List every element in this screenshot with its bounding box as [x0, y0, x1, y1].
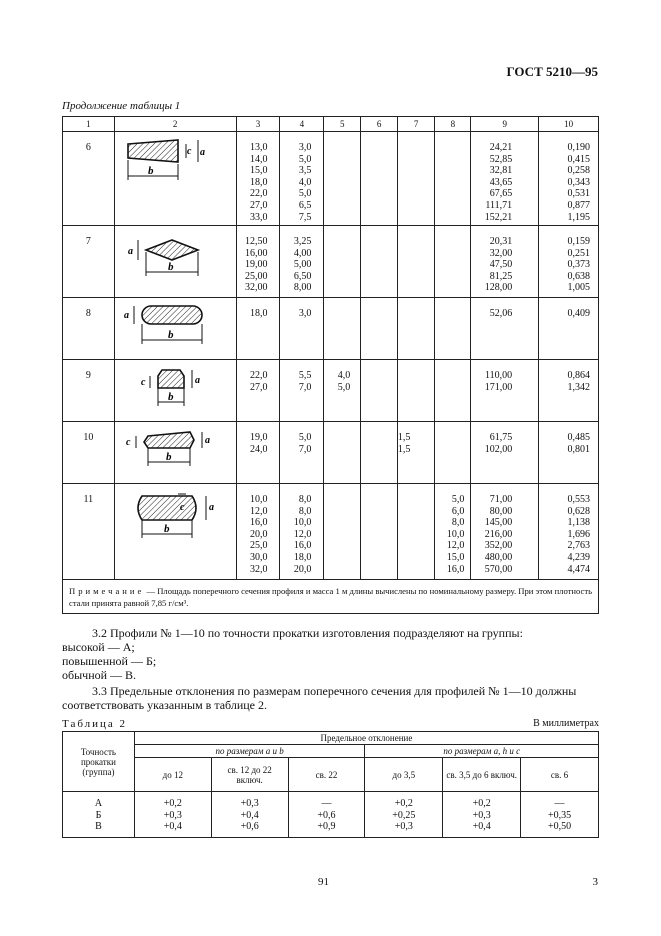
- value: 81,25: [489, 270, 513, 282]
- table-2: [62, 731, 599, 838]
- value: 0,415: [567, 153, 590, 165]
- profile-number-text: 8: [85, 308, 91, 319]
- dim-b: b: [166, 451, 172, 463]
- value: 20,0: [293, 563, 312, 575]
- value-cell: [539, 422, 599, 484]
- deviation-value: +0,3: [240, 798, 259, 809]
- value-cell: [539, 226, 599, 298]
- value-cell: [361, 298, 398, 360]
- value: 12,0: [446, 540, 465, 552]
- profile-number: [63, 226, 115, 298]
- value-cell: [288, 792, 365, 838]
- value: 128,00: [484, 282, 513, 294]
- col-header: 9: [471, 117, 539, 132]
- group-high: высокой — А;: [62, 640, 135, 654]
- value: 80,00: [489, 505, 513, 517]
- value: 352,00: [484, 540, 513, 552]
- dim-b: b: [168, 391, 174, 403]
- col-header: 5: [324, 117, 361, 132]
- value: 47,50: [489, 259, 513, 271]
- table-2-header-row: [63, 745, 599, 758]
- value: 1,5: [397, 443, 411, 455]
- value: 5,5: [298, 370, 312, 381]
- value: 0,343: [567, 176, 590, 188]
- value: 5,00: [293, 259, 312, 271]
- value: 0,159: [567, 236, 590, 247]
- value: 1,5: [397, 432, 411, 443]
- value: 5,0: [451, 494, 465, 505]
- deviation-value: —: [554, 798, 565, 809]
- value: 22,0: [249, 370, 268, 381]
- subheader: св. 12 до 22 включ.: [211, 758, 288, 792]
- dim-a: a: [205, 435, 211, 446]
- subheader: св. 22: [288, 758, 365, 792]
- value: 4,0: [337, 370, 351, 381]
- col-header: 10: [539, 117, 599, 132]
- value: 27,0: [249, 199, 268, 211]
- value: 25,0: [249, 540, 268, 552]
- col-header: 7: [397, 117, 435, 132]
- col-header: 6: [361, 117, 398, 132]
- deviation-value: +0,2: [394, 798, 413, 809]
- value-cell: [397, 360, 435, 422]
- value: 4,0: [298, 176, 312, 188]
- dim-a: a: [128, 246, 134, 257]
- value: 16,00: [244, 247, 268, 259]
- value-cell: [397, 226, 435, 298]
- profile-drawing-cell: [114, 132, 236, 226]
- value: 8,0: [451, 517, 465, 529]
- dim-b: b: [148, 165, 154, 177]
- table-row: [63, 132, 599, 226]
- value-cell: [361, 132, 398, 226]
- dim-a: a: [200, 147, 206, 158]
- value-cell: [280, 484, 324, 580]
- value-cell: [236, 360, 280, 422]
- table-row: [63, 484, 599, 580]
- paragraph-3-2: 3.2 Профили № 1—10 по точности прокатки изготовления подразделяют на группы:: [92, 626, 523, 640]
- table-2-units: В миллиметрах: [533, 718, 599, 729]
- value: 1,696: [567, 528, 590, 540]
- profile-number-text: 7: [85, 236, 91, 247]
- profile-8-drawing: [120, 304, 230, 356]
- deviation-value: +0,25: [392, 809, 416, 821]
- value-cell: [324, 132, 361, 226]
- value: 6,50: [293, 270, 312, 282]
- dim-c: c: [126, 437, 131, 448]
- value-cell: [471, 132, 539, 226]
- value: 5,0: [337, 381, 351, 393]
- note-label: Примечание: [69, 586, 145, 596]
- value-cell: [435, 484, 471, 580]
- value: 0,864: [567, 370, 590, 381]
- profile-number-text: 11: [83, 494, 94, 505]
- value-cell: [397, 132, 435, 226]
- table-2-header-row: [63, 732, 599, 745]
- precision-group: Б: [95, 809, 102, 821]
- value: 12,0: [249, 505, 268, 517]
- value: 0,409: [567, 308, 590, 319]
- dim-c: c: [187, 146, 192, 157]
- value: 19,0: [249, 432, 268, 443]
- profile-number: [63, 132, 115, 226]
- value-cell: [443, 792, 521, 838]
- value-cell: [435, 298, 471, 360]
- dim-b: b: [168, 261, 174, 273]
- value-cell: [324, 226, 361, 298]
- value: 0,531: [567, 188, 590, 200]
- value: 2,763: [567, 540, 590, 552]
- value: 0,628: [567, 505, 590, 517]
- value: 0,877: [567, 199, 590, 211]
- value-cell: [324, 360, 361, 422]
- value-cell: [280, 226, 324, 298]
- value: 8,00: [293, 282, 312, 294]
- group-cell: [63, 792, 135, 838]
- value-cell: [471, 422, 539, 484]
- value: 0,258: [567, 165, 590, 177]
- value: 111,71: [485, 199, 513, 211]
- value: 24,21: [489, 142, 513, 153]
- profile-number: [63, 422, 115, 484]
- value: 30,0: [249, 551, 268, 563]
- value-cell: [521, 792, 599, 838]
- value-cell: [539, 298, 599, 360]
- value: 52,85: [489, 153, 513, 165]
- value: 8,0: [298, 494, 312, 505]
- dim-b: b: [164, 523, 170, 535]
- value: 16,0: [293, 540, 312, 552]
- value-cell: [236, 422, 280, 484]
- deviation-value: +0,4: [163, 821, 182, 832]
- dim-c: c: [180, 502, 185, 513]
- profile-9-drawing: [120, 366, 230, 418]
- value-cell: [397, 298, 435, 360]
- value: 5,0: [298, 432, 312, 443]
- value: 3,25: [293, 236, 312, 247]
- profile-number-text: 10: [83, 432, 94, 443]
- table-note: [63, 580, 599, 614]
- value: 570,00: [484, 563, 513, 575]
- value: 22,0: [249, 188, 268, 200]
- value: 4,00: [293, 247, 312, 259]
- value-cell: [539, 360, 599, 422]
- table-row: [63, 298, 599, 360]
- value: 19,00: [244, 259, 268, 271]
- value: 27,0: [249, 381, 268, 393]
- deviation-value: +0,3: [394, 821, 413, 832]
- value: 71,00: [489, 494, 513, 505]
- precision-group: А: [94, 798, 103, 809]
- deviation-value: +0,4: [472, 821, 491, 832]
- dim-c: c: [141, 377, 146, 388]
- value: 32,81: [489, 165, 513, 177]
- value-cell: [361, 484, 398, 580]
- profile-number-text: 9: [85, 370, 91, 381]
- value-cell: [361, 226, 398, 298]
- dim-a: a: [124, 310, 130, 321]
- value-cell: [397, 484, 435, 580]
- value-cell: [324, 484, 361, 580]
- value: 3,0: [298, 308, 312, 319]
- value: 16,0: [249, 517, 268, 529]
- value-cell: [280, 298, 324, 360]
- profile-number: [63, 298, 115, 360]
- value: 43,65: [489, 176, 513, 188]
- dim-a: a: [209, 502, 215, 513]
- profile-number: [63, 360, 115, 422]
- value-cell: [280, 360, 324, 422]
- value: 24,0: [249, 443, 268, 455]
- table-1-note-row: [63, 580, 599, 614]
- value: 12,50: [244, 236, 268, 247]
- col-header: 1: [63, 117, 115, 132]
- value: 6,0: [451, 505, 465, 517]
- value-cell: [324, 422, 361, 484]
- subheader: до 12: [134, 758, 211, 792]
- page-number: 91: [318, 876, 329, 888]
- profile-drawing-cell: [114, 484, 236, 580]
- value: 5,0: [298, 153, 312, 165]
- value: 0,638: [567, 270, 590, 282]
- value: 20,31: [489, 236, 513, 247]
- col-header: 4: [280, 117, 324, 132]
- value: 6,5: [298, 199, 312, 211]
- header-by-a-b: по размерам a и b: [134, 745, 365, 758]
- table-2-subheader-row: [63, 758, 599, 792]
- value-cell: [236, 132, 280, 226]
- value: 0,801: [567, 443, 590, 455]
- deviation-value: +0,9: [317, 821, 336, 832]
- header-by-a-h-c: по размерам a, h и c: [365, 745, 599, 758]
- value-cell: [471, 226, 539, 298]
- profile-number: [63, 484, 115, 580]
- deviation-value: +0,50: [547, 821, 572, 832]
- value: 0,373: [567, 259, 590, 271]
- profile-number-text: 6: [85, 142, 91, 153]
- deviation-value: +0,3: [163, 809, 182, 821]
- value: 171,00: [484, 381, 513, 393]
- value-cell: [539, 132, 599, 226]
- group-normal: обычной — В.: [62, 668, 137, 682]
- value: 0,251: [567, 247, 590, 259]
- header-precision: Точность прокатки (группа): [63, 732, 135, 792]
- value: 61,75: [489, 432, 513, 443]
- value: 13,0: [249, 142, 268, 153]
- subheader: св. 6: [521, 758, 599, 792]
- value: 18,0: [249, 176, 268, 188]
- value: 16,0: [446, 563, 465, 575]
- header-limit-deviation: Предельное отклонение: [134, 732, 598, 745]
- value: 10,0: [293, 517, 312, 529]
- value: 8,0: [298, 505, 312, 517]
- paragraph-3-3-line-2: соответствовать указанным в таблице 2.: [62, 698, 268, 712]
- value: 33,0: [249, 211, 268, 223]
- value: 15,0: [249, 165, 268, 177]
- value-cell: [280, 422, 324, 484]
- group-raised: повышенной — Б;: [62, 654, 157, 668]
- value: 480,00: [484, 551, 513, 563]
- value-cell: [435, 422, 471, 484]
- value: 20,0: [249, 528, 268, 540]
- value: 102,00: [484, 443, 513, 455]
- deviation-value: +0,4: [240, 809, 259, 821]
- value: 3,0: [298, 142, 312, 153]
- deviation-value: +0,2: [472, 798, 491, 809]
- value-cell: [365, 792, 443, 838]
- value: 152,21: [484, 211, 513, 223]
- deviation-value: +0,6: [240, 821, 259, 832]
- subheader: св. 3,5 до 6 включ.: [443, 758, 521, 792]
- value: 0,190: [567, 142, 590, 153]
- deviation-value: +0,2: [163, 798, 182, 809]
- value: 1,005: [567, 282, 590, 294]
- profile-7-drawing: [120, 232, 230, 284]
- value: 15,0: [446, 551, 465, 563]
- value-cell: [361, 422, 398, 484]
- value: 0,485: [567, 432, 590, 443]
- value: 32,00: [489, 247, 513, 259]
- value: 0,553: [567, 494, 590, 505]
- value: 10,0: [446, 528, 465, 540]
- value-cell: [236, 298, 280, 360]
- paragraph-3-3-line-1: 3.3 Предельные отклонения по размерам поперечного сечения для профилей № 1—10 должны: [92, 684, 577, 698]
- profile-drawing-cell: [114, 422, 236, 484]
- value: 7,5: [298, 211, 312, 223]
- value: 32,0: [249, 563, 268, 575]
- value: 18,0: [249, 308, 268, 319]
- profile-drawing-cell: [114, 226, 236, 298]
- value-cell: [361, 360, 398, 422]
- col-header: 2: [114, 117, 236, 132]
- value-cell: [435, 360, 471, 422]
- table-1: [62, 116, 599, 614]
- table-1-header-row: [63, 117, 599, 132]
- value-cell: [471, 360, 539, 422]
- value-cell: [236, 484, 280, 580]
- value: 4,474: [567, 563, 590, 575]
- value-cell: [324, 298, 361, 360]
- table-2-body-row: [63, 792, 599, 838]
- value-cell: [280, 132, 324, 226]
- value: 32,00: [244, 282, 268, 294]
- deviation-value: +0,6: [317, 809, 336, 821]
- value-cell: [539, 484, 599, 580]
- value-cell: [236, 226, 280, 298]
- profile-drawing-cell: [114, 298, 236, 360]
- value-cell: [435, 132, 471, 226]
- value: 10,0: [249, 494, 268, 505]
- profile-drawing-cell: [114, 360, 236, 422]
- deviation-value: +0,3: [472, 809, 491, 821]
- value: 1,195: [567, 211, 590, 223]
- col-header: 8: [435, 117, 471, 132]
- value-cell: [397, 422, 435, 484]
- sheet-number: 3: [592, 876, 598, 888]
- subheader: до 3,5: [365, 758, 443, 792]
- deviation-value: +0,35: [547, 809, 572, 821]
- value-cell: [435, 226, 471, 298]
- value: 1,138: [567, 517, 590, 529]
- deviation-value: —: [321, 798, 332, 809]
- value-cell: [471, 298, 539, 360]
- value: 1,342: [567, 381, 590, 393]
- value: 3,5: [298, 165, 312, 177]
- value: 12,0: [293, 528, 312, 540]
- value: 216,00: [484, 528, 513, 540]
- value: 4,239: [567, 551, 590, 563]
- table-continuation-label: Продолжение таблицы 1: [62, 100, 181, 112]
- table-row: [63, 422, 599, 484]
- value: 52,06: [489, 308, 513, 319]
- standard-designation: ГОСТ 5210—95: [506, 64, 598, 79]
- profile-11-drawing: [120, 490, 230, 542]
- value: 14,0: [249, 153, 268, 165]
- value: 67,65: [489, 188, 513, 200]
- value: 110,00: [485, 370, 513, 381]
- value: 7,0: [298, 443, 312, 455]
- value: 145,00: [484, 517, 513, 529]
- col-header: 3: [236, 117, 280, 132]
- profile-6-drawing: [120, 138, 230, 190]
- value: 5,0: [298, 188, 312, 200]
- dim-a: a: [195, 375, 201, 386]
- precision-group: В: [95, 821, 102, 832]
- value: 25,00: [244, 270, 268, 282]
- profile-10-drawing: [120, 428, 230, 480]
- table-row: [63, 226, 599, 298]
- note-text: — Площадь поперечного сечения профиля и масса 1 м длины вычислены по номинальному размеру. При этом плотность стали принята равной 7,85 г/см³.: [69, 586, 592, 608]
- value-cell: [471, 484, 539, 580]
- value: 7,0: [298, 381, 312, 393]
- value-cell: [134, 792, 211, 838]
- value-cell: [211, 792, 288, 838]
- dim-b: b: [168, 329, 174, 341]
- table-2-caption: Таблица 2: [62, 718, 128, 730]
- value: 18,0: [293, 551, 312, 563]
- table-row: [63, 360, 599, 422]
